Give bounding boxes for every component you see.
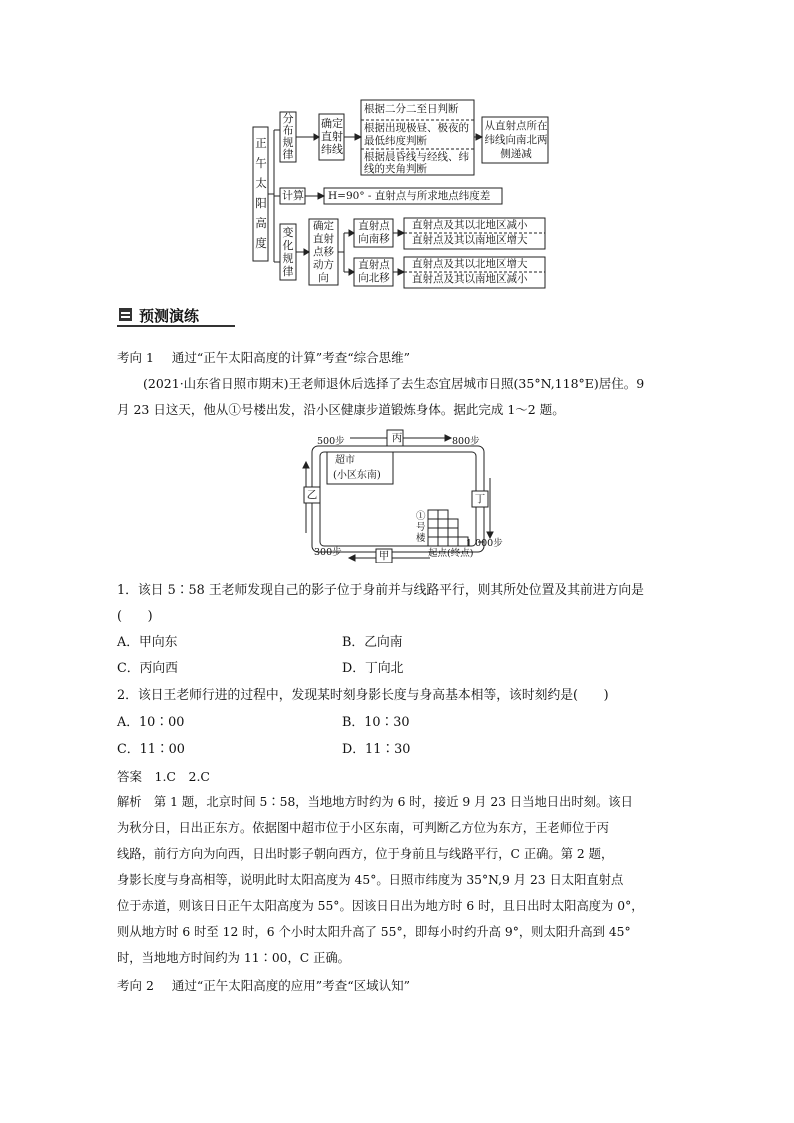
analysis-line-7: 时，当地地方时间约为 11∶00，C 正确。 [117, 951, 350, 965]
start-end-label: 起点(终点) [428, 548, 474, 559]
answer-line: 答案 1.C 2.C [117, 769, 210, 784]
q1-option-d: D．丁向北 [342, 661, 404, 676]
analysis-line-4: 身影长度与身高相等，说明此时太阳高度为 45°。日照市纬度为 35°N,9 月 23 日太阳直射点 [117, 873, 624, 887]
kaoxiang2 [117, 977, 410, 994]
marker-jia: 甲 [378, 550, 390, 562]
analysis-line-3: 线路，前行方向为向西，日出时影子朝向西方，位于身前且与线路平行，C 正确。第 2 题， [117, 847, 614, 861]
intro-line-2: 月 23 日这天，他从①号楼出发，沿小区健康步道锻炼身体。据此完成 1～2 题。 [117, 402, 565, 417]
method1-text: 根据二分二至日判断 [364, 103, 459, 115]
q2-option-a: A．10∶00 [117, 715, 185, 730]
north-effect-2: 直射点及其以南地区减小 [412, 273, 528, 285]
analysis-line-1: 解析 第 1 题，北京时间 5∶58，当地地方时约为 6 时，接近 9 月 23 日当地日出时刻。该日 [117, 795, 633, 809]
method2-text: 根据出现极昼、极夜的最低纬度判断 [364, 122, 469, 147]
distribution-label: 分布规律 [282, 112, 294, 161]
marker-bing: 丙 [391, 432, 403, 444]
intro-line-1: (2021·山东省日照市期末)王老师退休后选择了去生态宜居城市日照(35°N,118°E)居住。9 [143, 376, 645, 391]
kaoxiang1 [117, 349, 410, 366]
calc-label: 计算 [282, 189, 304, 202]
change-label: 变化规律 [282, 226, 294, 278]
building-label: ①号楼 [416, 511, 426, 544]
steps-1000: 1 000步 [466, 538, 503, 549]
q2-option-d: D．11∶30 [342, 742, 411, 757]
q2-option-b: B．10∶30 [342, 715, 410, 730]
method3-text: 根据晨昏线与经线、纬线的夹角判断 [364, 151, 469, 175]
determine-lat-label: 确定直射纬线 [321, 117, 343, 156]
section-title: 预测演练 [139, 307, 200, 325]
q2-option-c: C．11∶00 [117, 742, 185, 757]
concept-diagram [0, 0, 794, 300]
distribution-result: 从直射点所在纬线向南北两侧递减 [484, 120, 548, 160]
move-north-label: 直射点向北移 [358, 259, 390, 284]
south-effect-2: 直射点及其以南地区增大 [412, 234, 528, 246]
kaoxiang2-text: 通过“正午太阳高度的应用”考查“区域认知” [171, 978, 410, 993]
marker-ding: 丁 [474, 493, 486, 505]
kaoxiang1-text: 通过“正午太阳高度的计算”考查“综合思维” [171, 350, 410, 365]
move-south-label: 直射点向南移 [358, 220, 390, 245]
section-header [117, 305, 235, 327]
analysis-line-6: 则从地方时 6 时至 12 时，6 个小时太阳升高了 55°，即每小时约升高 9°，则太阳升高到 45° [117, 925, 631, 939]
q1-option-c: C．丙向西 [117, 661, 178, 676]
q1-option-b: B．乙向南 [342, 635, 403, 650]
north-effect-1: 直射点及其以北地区增大 [412, 258, 528, 270]
analysis-line-2: 为秋分日，日出正东方。依据图中超市位于小区东南，可判断乙方位为东方，王老师位于丙 [117, 821, 609, 835]
marker-yi: 乙 [306, 489, 318, 501]
steps-300: 300步 [314, 547, 342, 558]
formula-text: H=90° - 直射点与所求地点纬度差 [328, 190, 491, 202]
supermarket-note: (小区东南) [333, 470, 381, 481]
steps-800: 800步 [452, 436, 480, 447]
section-icon [119, 308, 132, 321]
analysis-line-5: 位于赤道，则该日日正午太阳高度为 55°。因该日日出为地方时 6 时，且日出时太阳高度为 0°， [117, 899, 644, 913]
root-label: 正午太阳高度 [255, 136, 267, 250]
q1-option-a: A．甲向东 [117, 635, 178, 650]
q1-stem-1: 1．该日 5∶58 王老师发现自己的影子位于身前并与线路平行，则其所处位置及其前进方向是 [117, 583, 644, 598]
determine-move-label: 确定直射点移动方向 [313, 220, 334, 284]
q2-stem: 2．该日王老师行进的过程中，发现某时刻身影长度与身高基本相等，该时刻约是( ) [117, 688, 609, 703]
q1-stem-2: ( ) [117, 609, 153, 624]
kaoxiang1-label: 考向 1 [117, 350, 154, 365]
south-effect-1: 直射点及其以北地区减小 [412, 219, 528, 231]
supermarket-label: 超市 [335, 455, 355, 466]
steps-500: 500步 [317, 436, 345, 447]
kaoxiang2-label: 考向 2 [117, 978, 154, 993]
